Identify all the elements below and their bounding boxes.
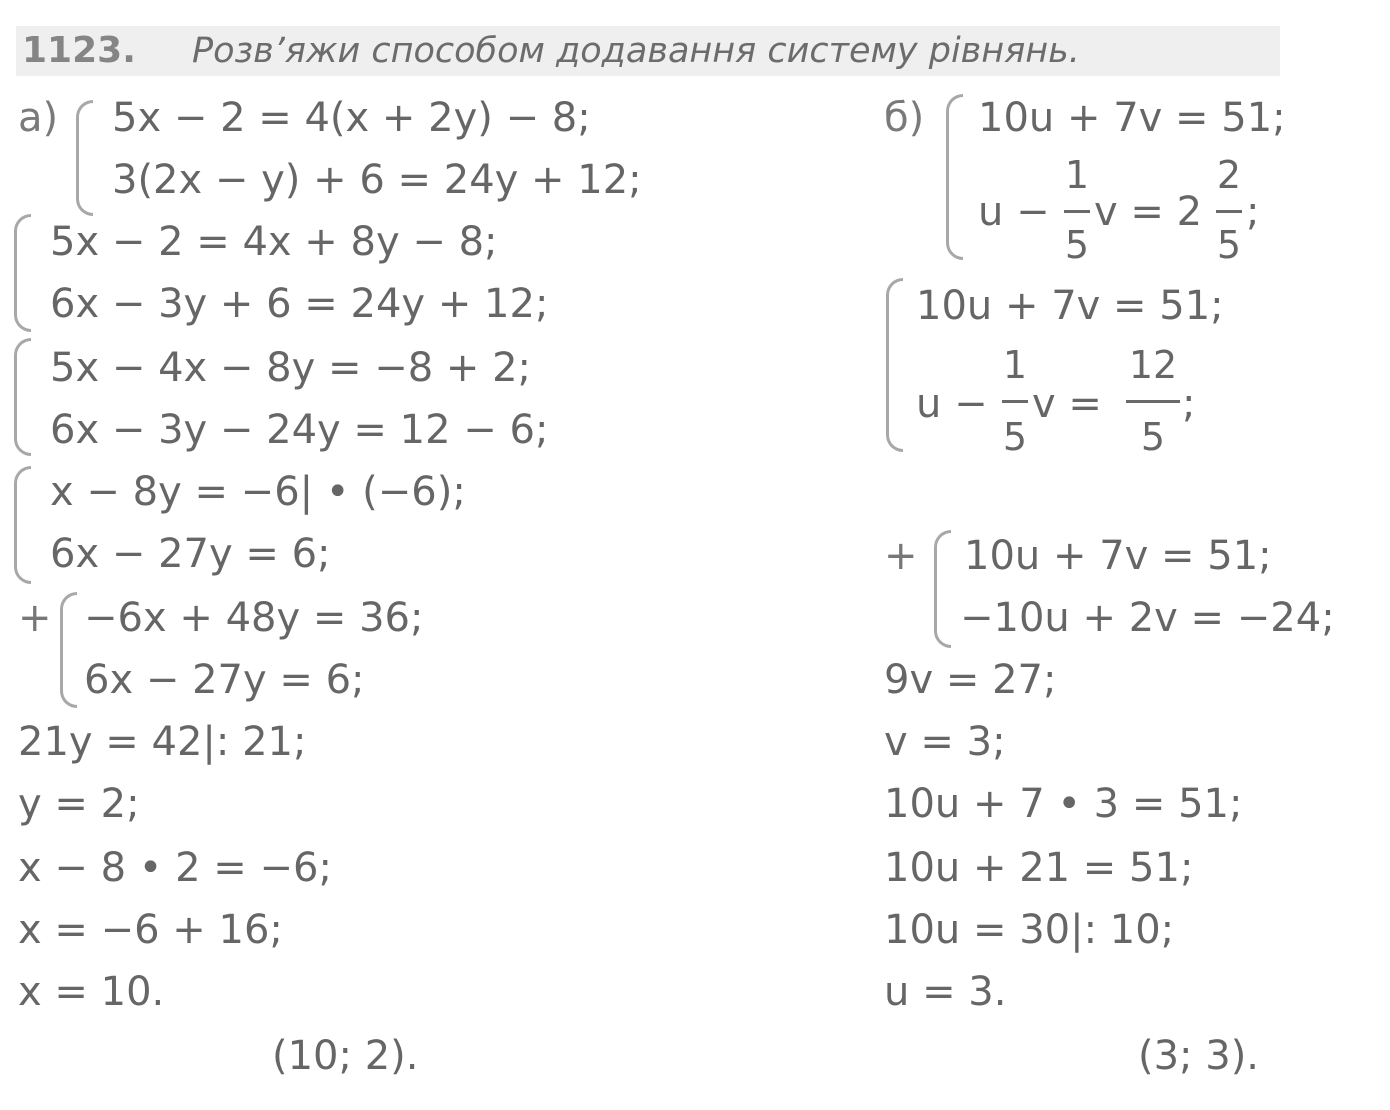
equation: 5x − 2 = 4(x + 2y) − 8;: [112, 95, 591, 141]
fraction-denominator: 5: [1064, 223, 1090, 267]
system-brace: [14, 338, 31, 456]
equation: 10u + 7v = 51;: [916, 283, 1224, 329]
fraction-bar: [1216, 210, 1242, 213]
equation-part: u −: [978, 189, 1050, 235]
equation: 10u + 7v = 51;: [964, 533, 1272, 579]
system-brace: [14, 214, 31, 332]
solution-step: x − 8 • 2 = −6;: [18, 845, 332, 891]
fraction-denominator: 5: [1216, 223, 1242, 267]
answer: (10; 2).: [272, 1033, 419, 1079]
solution-step: x = −6 + 16;: [18, 907, 283, 953]
plus-sign: +: [18, 595, 52, 641]
solution-step: x = 10.: [18, 969, 165, 1015]
fraction-denominator: 5: [1002, 415, 1028, 459]
answer: (3; 3).: [1138, 1033, 1260, 1079]
equation: x − 8y = −6| • (−6);: [50, 469, 466, 515]
system-brace: [76, 100, 93, 216]
fraction-numerator: 2: [1216, 153, 1242, 197]
solution-step: 9v = 27;: [884, 657, 1057, 703]
equation: 6x − 3y − 24y = 12 − 6;: [50, 407, 549, 453]
exercise-number: 1123.: [22, 30, 136, 71]
fraction-bar: [1126, 400, 1180, 403]
equation-part: u −: [916, 381, 988, 427]
system-brace: [886, 278, 903, 452]
solution-step: v = 3;: [884, 719, 1006, 765]
system-brace: [946, 94, 963, 260]
fraction-numerator: 1: [1002, 343, 1028, 387]
solution-step: 10u = 30|: 10;: [884, 907, 1175, 953]
equation-part: v =: [1032, 381, 1102, 427]
fraction-denominator: 5: [1140, 415, 1166, 459]
equation: −10u + 2v = −24;: [960, 595, 1335, 641]
fraction-numerator: 1: [1064, 153, 1090, 197]
equation-part: v = 2: [1094, 189, 1203, 235]
solution-step: 10u + 7 • 3 = 51;: [884, 781, 1243, 827]
equation: 3(2x − y) + 6 = 24y + 12;: [112, 157, 642, 203]
part-b-label: б): [884, 95, 925, 141]
exercise-header: [16, 26, 1280, 76]
fraction-bar: [1064, 210, 1090, 213]
equation: 6x − 3y + 6 = 24y + 12;: [50, 281, 549, 327]
part-a-label: а): [18, 95, 59, 141]
equation: 5x − 2 = 4x + 8y − 8;: [50, 219, 498, 265]
solution-step: u = 3.: [884, 969, 1007, 1015]
solution-step: 21y = 42|: 21;: [18, 719, 307, 765]
fraction-bar: [1002, 400, 1028, 403]
equation: 10u + 7v = 51;: [978, 95, 1286, 141]
equation: 6x − 27y = 6;: [50, 531, 331, 577]
system-brace: [60, 592, 77, 708]
exercise-title: Розв’яжи способом додавання систему рівнянь.: [192, 31, 1080, 71]
equation-part: ;: [1182, 381, 1196, 427]
system-brace: [934, 530, 951, 648]
equation: 6x − 27y = 6;: [84, 657, 365, 703]
equation: −6x + 48y = 36;: [84, 595, 424, 641]
system-brace: [14, 466, 31, 584]
equation-part: ;: [1246, 189, 1260, 235]
solution-step: y = 2;: [18, 781, 140, 827]
equation: 5x − 4x − 8y = −8 + 2;: [50, 345, 532, 391]
plus-sign: +: [884, 533, 918, 579]
fraction-numerator: 12: [1128, 343, 1178, 387]
solution-step: 10u + 21 = 51;: [884, 845, 1194, 891]
